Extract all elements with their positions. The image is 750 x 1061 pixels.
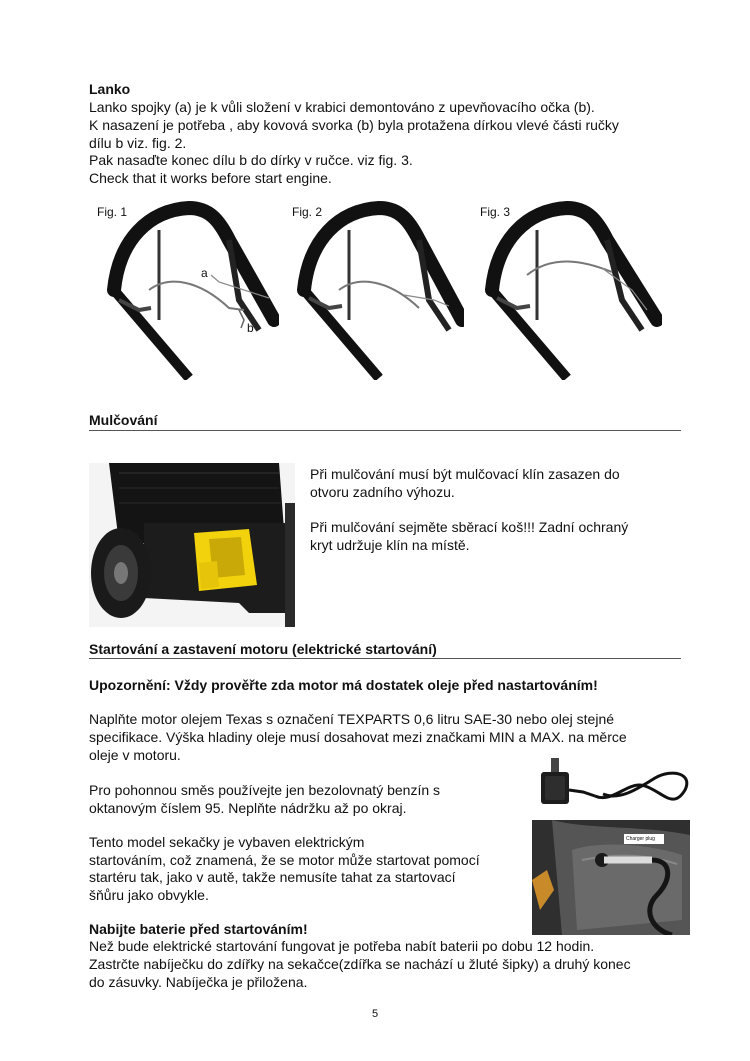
- fuel-line-1: Pro pohonnou směs používejte jen bezolovnatý benzín s: [89, 782, 441, 798]
- lanko-line-3: dílu b viz. fig. 2.: [89, 135, 187, 151]
- electric-line-2: startováním, což znamená, že se motor může startovat pomocí: [89, 852, 480, 868]
- section-heading-lanko: Lanko: [89, 81, 131, 97]
- figure-3-label: Fig. 3: [480, 205, 511, 219]
- electric-line-4: šňůru jako obvykle.: [89, 887, 209, 903]
- figure-2: [284, 200, 464, 380]
- mulch-para1-line1: Při mulčování musí být mulčovací klín zasazen do: [310, 466, 620, 482]
- mulching-photo: [89, 463, 295, 627]
- charge-heading: Nabijte baterie před startováním!: [89, 921, 308, 937]
- mulch-para2-line2: kryt udržuje klín na místě.: [310, 537, 470, 553]
- figure-1-label: Fig. 1: [97, 205, 128, 219]
- figure-1: [89, 200, 279, 380]
- handle-illustration-3: [472, 200, 662, 380]
- lanko-line-2: K nasazení je potřeba , aby kovová svorka (b) byla protažena dírkou vlevé části ručky: [89, 117, 619, 133]
- charger-plug-label: Charger plug: [626, 836, 655, 842]
- oil-line-2: specifikace. Výška hladiny oleje musí dosahovat mezi značkami MIN a MAX. na měrce: [89, 729, 627, 745]
- handle-illustration-2: [284, 200, 464, 380]
- charger-socket-photo: [532, 820, 690, 935]
- warning-text: Upozornění: Vždy prověřte zda motor má dostatek oleje před nastartováním!: [89, 677, 598, 693]
- oil-line-1: Naplňte motor olejem Texas s označení TEXPARTS 0,6 litru SAE-30 nebo olej stejné: [89, 711, 615, 727]
- lanko-line-1: Lanko spojky (a) je k vůli složení v krabici demontováno z upevňovacího očka (b).: [89, 99, 595, 115]
- fuel-line-2: oktanovým číslem 95. Neplňte nádržku až po okraj.: [89, 800, 407, 816]
- charger-image: [533, 750, 698, 812]
- section-heading-startovani: Startování a zastavení motoru (elektrické startování): [89, 641, 437, 657]
- marker-b: b: [247, 321, 254, 335]
- page-number: 5: [371, 1008, 379, 1020]
- handle-illustration-1: [89, 200, 279, 380]
- section-heading-mulcovani: Mulčování: [89, 412, 158, 428]
- figure-3: [472, 200, 662, 380]
- electric-line-1: Tento model sekačky je vybaven elektrickým: [89, 834, 365, 850]
- charge-line-1: Než bude elektrické startování fungovat je potřeba nabít baterii po dobu 12 hodin.: [89, 938, 595, 954]
- electric-line-3: startéru tak, jako v autě, takže nemusíte tahat za startovací: [89, 869, 456, 885]
- lanko-line-4: Pak nasaďte konec dílu b do dírky v ručce. viz fig. 3.: [89, 152, 413, 168]
- mulch-para2-line1: Při mulčování sejměte sběrací koš!!! Zadní ochraný: [310, 519, 629, 535]
- figure-2-label: Fig. 2: [292, 205, 323, 219]
- section-divider: [89, 430, 681, 431]
- marker-a: a: [201, 266, 208, 280]
- charge-line-2: Zastrčte nabíječku do zdířky na sekačce(zdířka se nachází u žluté šipky) a druhý konec: [89, 956, 631, 972]
- oil-line-3: oleje v motoru.: [89, 747, 181, 763]
- lanko-line-5: Check that it works before start engine.: [89, 170, 332, 186]
- section-divider: [89, 658, 681, 659]
- mulch-para1-line2: otvoru zadního výhozu.: [310, 484, 455, 500]
- charge-line-3: do zásuvky. Nabíječka je přiložena.: [89, 974, 308, 990]
